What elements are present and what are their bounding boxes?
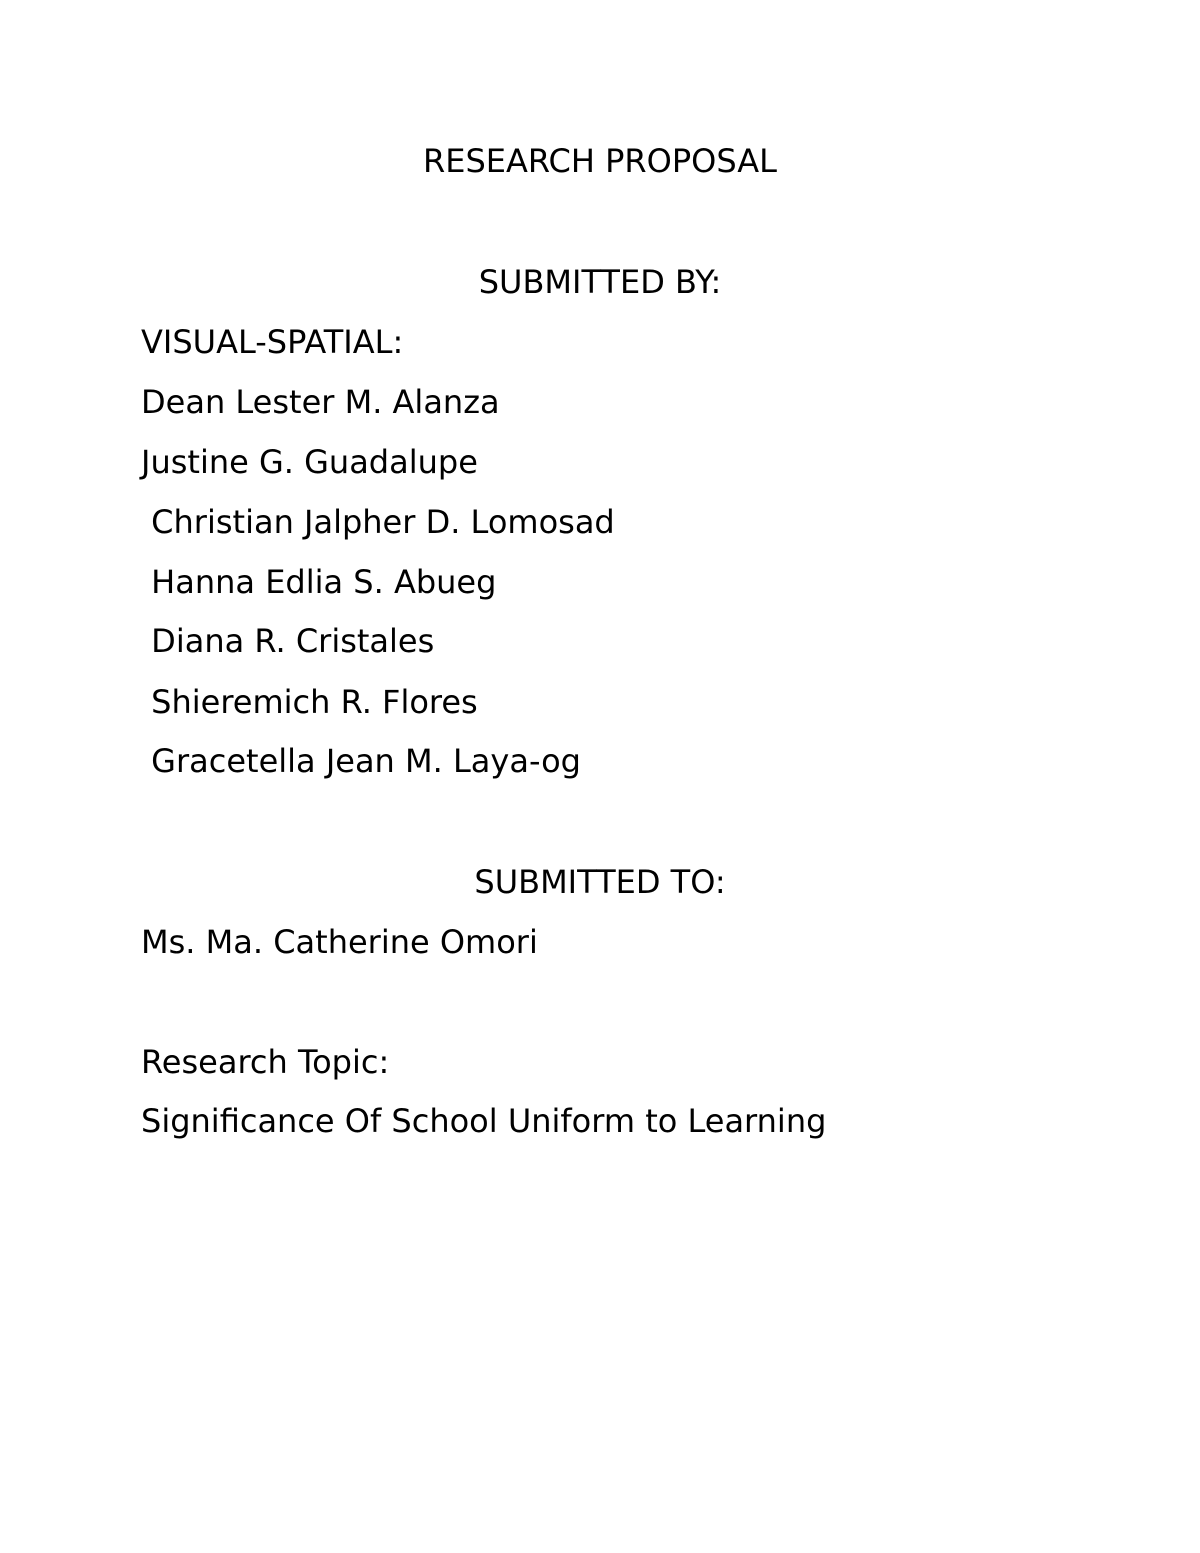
adviser-name: Ms. Ma. Catherine Omori xyxy=(141,923,538,961)
member-name: Hanna Edlia S. Abueg xyxy=(141,563,497,601)
topic-title: Significance Of School Uniform to Learning xyxy=(141,1102,827,1140)
submitted-by-heading: SUBMITTED BY: xyxy=(478,263,722,301)
member-name: Diana R. Cristales xyxy=(141,622,435,660)
submitted-to-heading: SUBMITTED TO: xyxy=(474,863,726,901)
document-title: RESEARCH PROPOSAL xyxy=(423,142,777,180)
member-name: Dean Lester M. Alanza xyxy=(141,383,500,421)
member-name: Christian Jalpher D. Lomosad xyxy=(141,503,615,541)
member-name: Gracetella Jean M. Laya-og xyxy=(141,742,581,780)
member-name: Justine G. Guadalupe xyxy=(141,443,478,481)
member-name: Shieremich R. Flores xyxy=(141,683,478,721)
topic-label: Research Topic: xyxy=(141,1043,390,1081)
group-label: VISUAL-SPATIAL: xyxy=(141,323,404,361)
